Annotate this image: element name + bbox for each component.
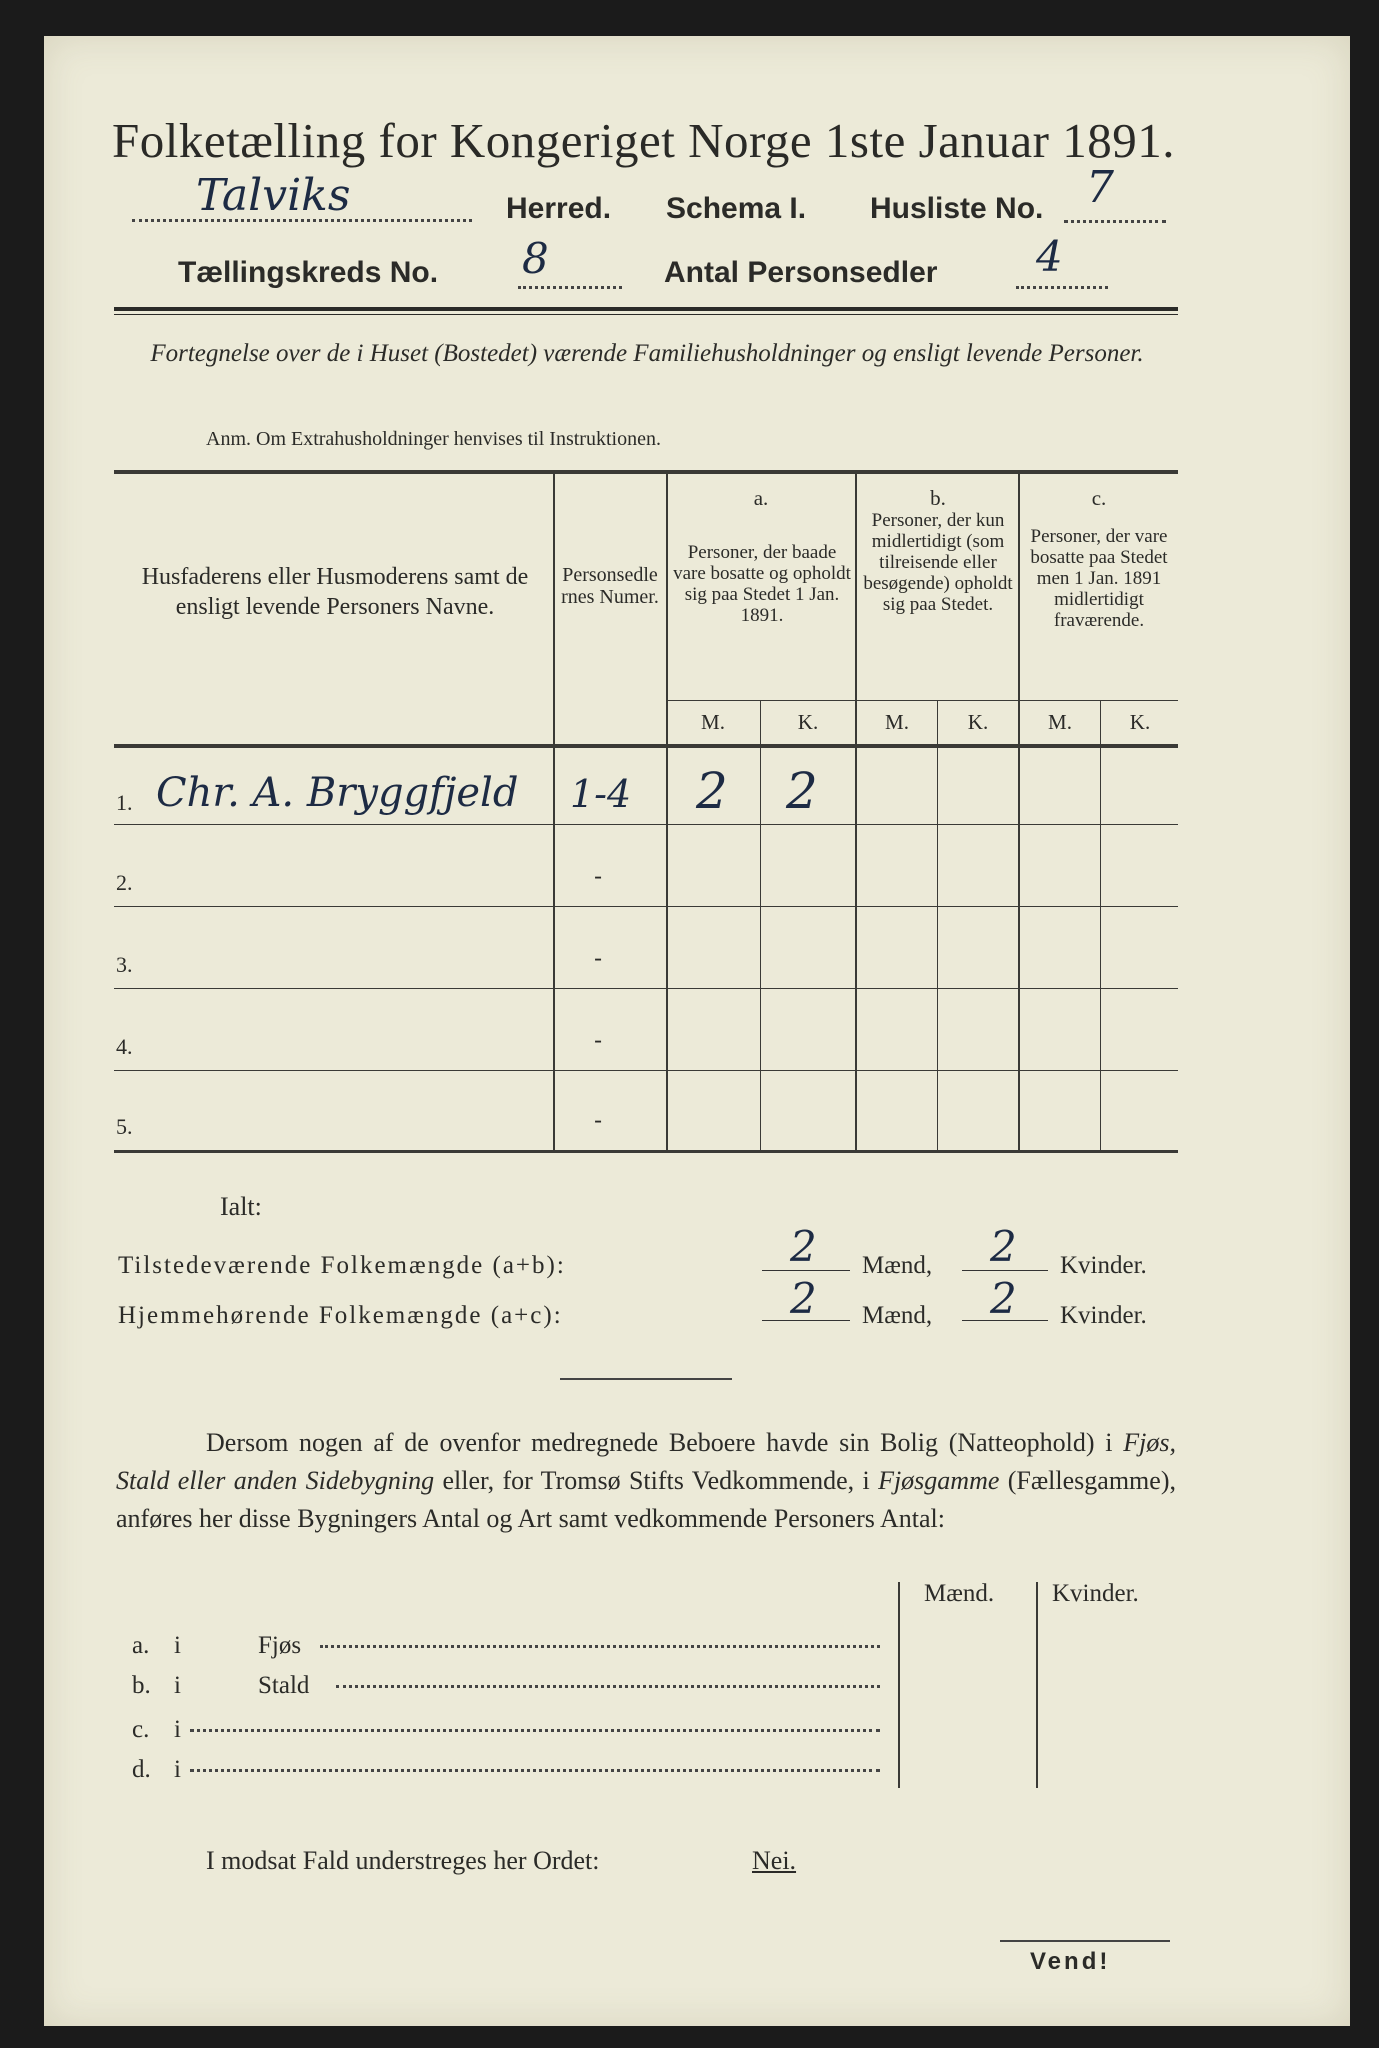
form-title: Folketælling for Kongeriget Norge 1ste Januar 1891. [112,113,1175,168]
row-1-name[interactable]: Chr. A. Bryggfjeld [156,770,519,816]
herred-label: Herred. [506,192,612,225]
section-divider [560,1378,732,1380]
row-4-rule [114,1070,1178,1071]
col-divider-b [1018,474,1020,1150]
item-b-letter: b. [132,1672,151,1699]
item-d-field[interactable] [190,1768,880,1772]
b-m-label: M. [885,710,909,734]
col-divider-a-mk [760,700,761,1150]
row-3-sedler[interactable]: - [594,944,603,972]
modsat-word[interactable]: Nei. [752,1846,797,1875]
row-5-number: 5. [116,1114,133,1139]
anm-note: Anm. Om Extrahusholdninger henvises til Instruktionen. [206,428,661,450]
paragraph-part-3: (Fællesgamme), anføres her disse Bygningers Antal og Art samt vedkommende Personers Antal: [116,1466,1176,1533]
col-divider-c-mk [1100,700,1101,1150]
item-a-i: i [174,1632,181,1659]
row-2-rule [114,906,1178,907]
outbuildings-divider-1 [898,1582,900,1788]
header-rule-thin [114,314,1178,315]
tilstede-kvinder: Kvinder. [1060,1252,1147,1279]
a-m-label: M. [701,710,725,734]
item-c-i: i [174,1716,181,1743]
row-1-number: 1. [116,790,133,815]
row-1-sedler[interactable]: 1-4 [570,772,632,816]
tilstede-m-value[interactable]: 2 [790,1222,817,1271]
row-2-number: 2. [116,870,133,895]
outbuildings-paragraph [116,1424,1176,1538]
tilstede-k-value[interactable]: 2 [990,1222,1017,1271]
item-a-field[interactable] [320,1644,880,1648]
row-5-sedler[interactable]: - [594,1106,603,1134]
col-a-header: Personer, der baade vare bosatte og opholdt sig paa Stedet 1 Jan. 1891. [673,542,851,626]
item-c-field[interactable] [190,1728,880,1732]
item-a-letter: a. [132,1632,150,1659]
tilstede-label: Tilstedeværende Folkemængde (a+b): [118,1252,566,1279]
row-3-rule [114,988,1178,989]
item-b-field[interactable] [336,1684,880,1688]
paragraph-emphasis-2: Fjøsgamme [878,1466,1000,1495]
husliste-label: Husliste No. [870,192,1044,225]
col-divider-a [855,474,857,1150]
col-c-letter: c. [1091,486,1107,510]
row-1-rule [114,824,1178,825]
hjemme-label: Hjemmehørende Folkemængde (a+c): [118,1302,563,1329]
tilstede-maend: Mænd, [862,1252,933,1279]
c-k-label: K. [1129,710,1151,734]
modsat-label: I modsat Fald understreges her Ordet: [206,1846,600,1875]
col-divider-num [666,474,668,1150]
row-2-sedler[interactable]: - [594,862,603,890]
col-a-letter: a. [753,486,769,510]
c-m-label: M. [1048,710,1072,734]
husliste-field[interactable] [1064,190,1166,223]
table-bottom-rule [114,1150,1178,1153]
personsedler-label: Antal Personsedler [664,256,938,289]
paragraph-emphasis-1: Fjøs, Stald eller anden Sidebygning [116,1428,1176,1495]
personsedler-value: 4 [1036,232,1063,281]
ialt-label: Ialt: [220,1192,262,1221]
form-description: Fortegnelse over de i Huset (Bostedet) værende Familiehusholdninger og ensligt levende Personer. [150,340,1144,367]
col-divider-b-mk [937,700,938,1150]
a-k-label: K. [797,710,819,734]
col-kvinder-header: Kvinder. [1052,1580,1139,1607]
item-b-i: i [174,1672,181,1699]
col-b-header: Personer, der kun midlertidigt (som tilreisende eller besøgende) opholdt sig paa Stedet. [863,510,1013,615]
header-rule [114,307,1178,311]
schema-label: Schema I. [666,192,807,225]
outbuildings-divider-2 [1036,1582,1038,1788]
kreds-value: 8 [522,234,549,283]
paragraph-part-1: Dersom nogen af de ovenfor medregnede Beboere havde sin Bolig (Natteophold) i [206,1428,1124,1457]
hjemme-maend: Mænd, [862,1302,933,1329]
row-4-number: 4. [116,1034,133,1059]
col-num-header: Personsedlernes Numer. [561,564,659,608]
row-1-a-m[interactable]: 2 [696,762,728,820]
row-4-sedler[interactable]: - [594,1026,603,1054]
item-d-i: i [174,1756,181,1783]
b-k-label: K. [967,710,989,734]
row-1-a-k[interactable]: 2 [786,762,818,820]
col-divider-name [553,474,555,1150]
col-c-header: Personer, der vare bosatte paa Stedet men 1 Jan. 1891 midlertidigt fraværende. [1030,526,1168,631]
row-3-number: 3. [116,952,133,977]
col-maend-header: Mænd. [924,1580,995,1607]
hjemme-k-value[interactable]: 2 [990,1274,1017,1323]
item-a-label: Fjøs [258,1632,302,1659]
vend-label: Vend! [1030,1948,1111,1975]
vend-rule [1000,1940,1170,1942]
husliste-value: 7 [1086,162,1114,213]
item-b-label: Stald [258,1672,310,1699]
item-d-letter: d. [132,1756,151,1783]
col-b-letter: b. [930,486,946,510]
mk-divider-rule [666,700,1178,701]
hjemme-m-value[interactable]: 2 [790,1274,817,1323]
herred-value: Talviks [196,170,351,221]
kreds-label: Tællingskreds No. [178,256,439,289]
paragraph-part-2: eller, for Tromsø Stifts Vedkommende, i [434,1466,879,1495]
item-c-letter: c. [132,1716,150,1743]
hjemme-kvinder: Kvinder. [1060,1302,1147,1329]
col-name-header: Husfaderens eller Husmoderens samt de ensligt levende Personers Navne. [141,564,529,620]
